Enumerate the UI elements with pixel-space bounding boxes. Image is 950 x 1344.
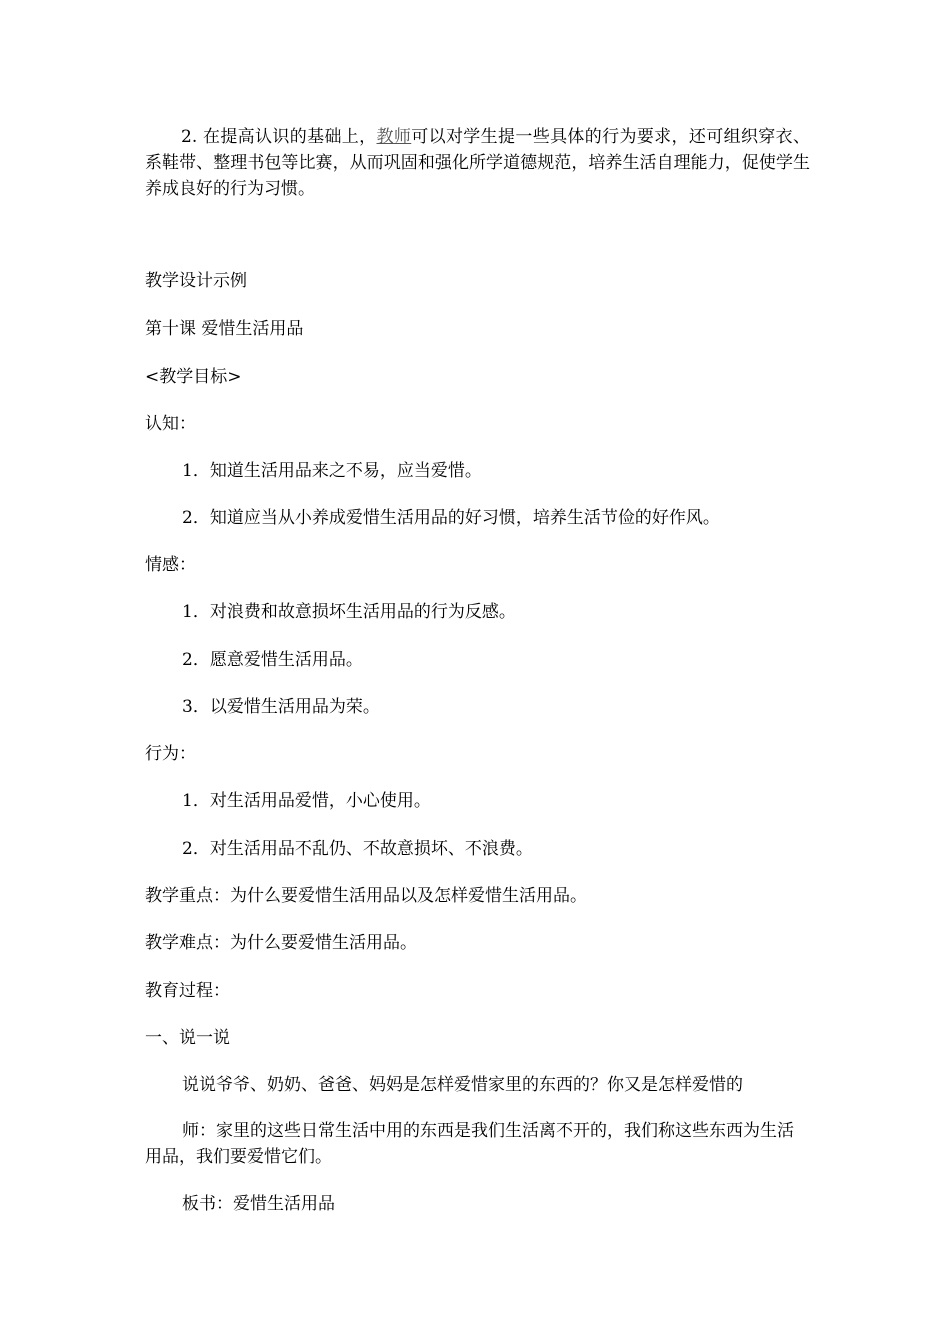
intro-paragraph	[145, 124, 810, 202]
emotion-item: 2．愿意爱惜生活用品。	[182, 650, 363, 670]
emotion-item: 3．以爱惜生活用品为荣。	[182, 697, 380, 717]
intro-text-after: 可以对学生提一些具体的行为要求，还可组织穿衣、系鞋带、整理书包等比赛，从而巩固和强化所学道德规范，培养生活自理能力，促使学生养成良好的行为习惯。	[145, 127, 811, 199]
cognition-heading: 认知：	[145, 414, 196, 434]
blackboard-note: 板书：爱惜生活用品	[182, 1194, 335, 1214]
teacher-link[interactable]: 教师	[376, 127, 412, 147]
section-title: 教学设计示例	[145, 271, 247, 291]
process-heading: 教育过程：	[145, 981, 230, 1001]
teacher-remark: 师：家里的这些日常生活中用的东西是我们生活离不开的，我们称这些东西为生活用品，我们要爱惜它们。	[145, 1121, 794, 1167]
step-one-prompt: 说说爷爷、奶奶、爸爸、妈妈是怎样爱惜家里的东西的？你又是怎样爱惜的	[182, 1075, 743, 1095]
step-one-heading: 一、说一说	[145, 1028, 230, 1048]
emotion-item: 1．对浪费和故意损坏生活用品的行为反感。	[182, 602, 516, 622]
cognition-item: 2．知道应当从小养成爱惜生活用品的好习惯，培养生活节俭的好作风。	[182, 508, 720, 528]
goals-heading: <教学目标>	[145, 367, 242, 387]
emotion-heading: 情感：	[145, 555, 196, 575]
difficult-point: 教学难点：为什么要爱惜生活用品。	[145, 933, 417, 953]
intro-text-before: 2. 在提高认识的基础上，	[181, 127, 377, 147]
cognition-item: 1．知道生活用品来之不易，应当爱惜。	[182, 461, 482, 481]
behavior-item: 2．对生活用品不乱仍、不故意损坏、不浪费。	[182, 839, 533, 859]
behavior-item: 1．对生活用品爱惜，小心使用。	[182, 791, 431, 811]
key-point: 教学重点：为什么要爱惜生活用品以及怎样爱惜生活用品。	[145, 886, 587, 906]
behavior-heading: 行为：	[145, 744, 196, 764]
lesson-title: 第十课 爱惜生活用品	[145, 319, 304, 339]
